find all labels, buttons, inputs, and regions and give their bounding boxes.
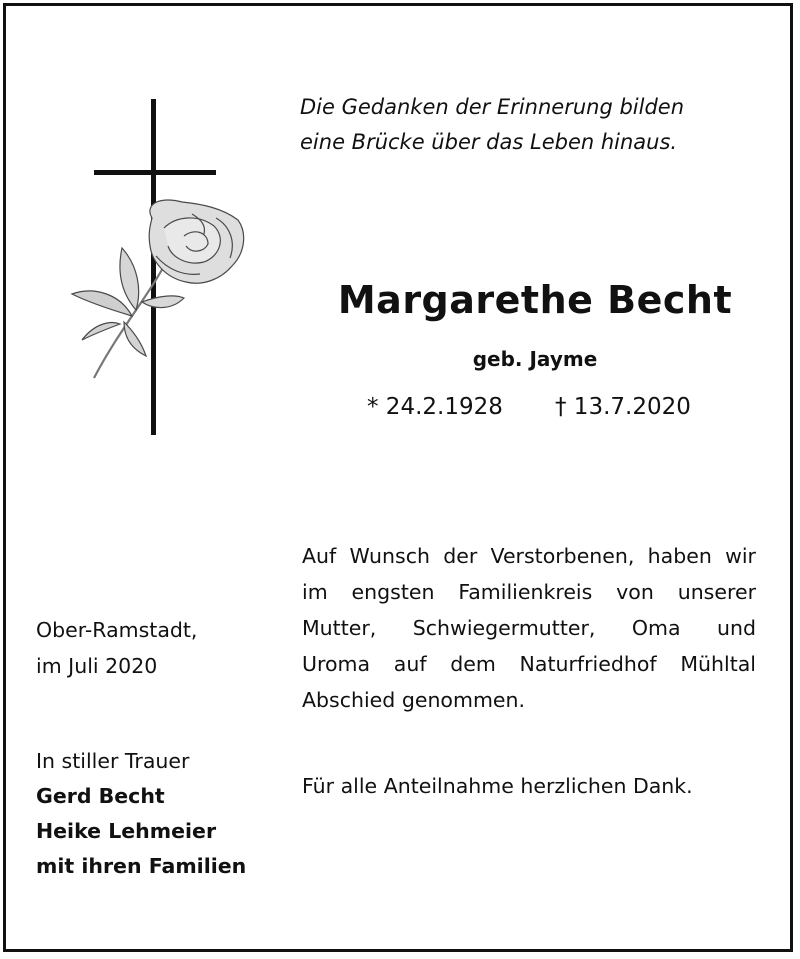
- life-dates: [300, 394, 770, 426]
- cross-and-rose-emblem: [64, 96, 254, 438]
- birth-name: geb. Jayme: [472, 347, 598, 371]
- mourner-name: mit ihren Familien: [36, 854, 247, 878]
- place-and-date: [36, 612, 197, 684]
- deceased-name: Margarethe Becht: [337, 278, 733, 322]
- place-line: Ober-Ramstadt,: [36, 618, 198, 642]
- message-line: Mutter, Schwiegermutter, Oma und: [302, 616, 756, 640]
- quote-line: Die Gedanken der Erinnerung bilden: [300, 95, 685, 119]
- message-line: Auf Wunsch der Verstorbenen, haben wir: [302, 544, 756, 568]
- message-line: im engsten Familienkreis von unserer: [302, 580, 756, 604]
- quote-line: eine Brücke über das Leben hinaus.: [300, 130, 678, 154]
- thanks-line: Für alle Anteilnahme herzlichen Dank.: [302, 774, 693, 798]
- death-date: † 13.7.2020: [555, 394, 691, 420]
- message-line: Abschied genommen.: [302, 688, 526, 712]
- mourners-block: [36, 744, 246, 884]
- mourning-intro: In stiller Trauer: [36, 749, 190, 773]
- rose-icon: [72, 200, 244, 378]
- mourner-name: Gerd Becht: [36, 784, 165, 808]
- mourner-name: Heike Lehmeier: [36, 819, 217, 843]
- funeral-message: [302, 538, 756, 718]
- birth-date: * 24.2.1928: [367, 394, 503, 420]
- date-line: im Juli 2020: [36, 654, 158, 678]
- memorial-quote: [300, 90, 760, 160]
- message-line: Uroma auf dem Naturfriedhof Mühltal: [302, 652, 756, 676]
